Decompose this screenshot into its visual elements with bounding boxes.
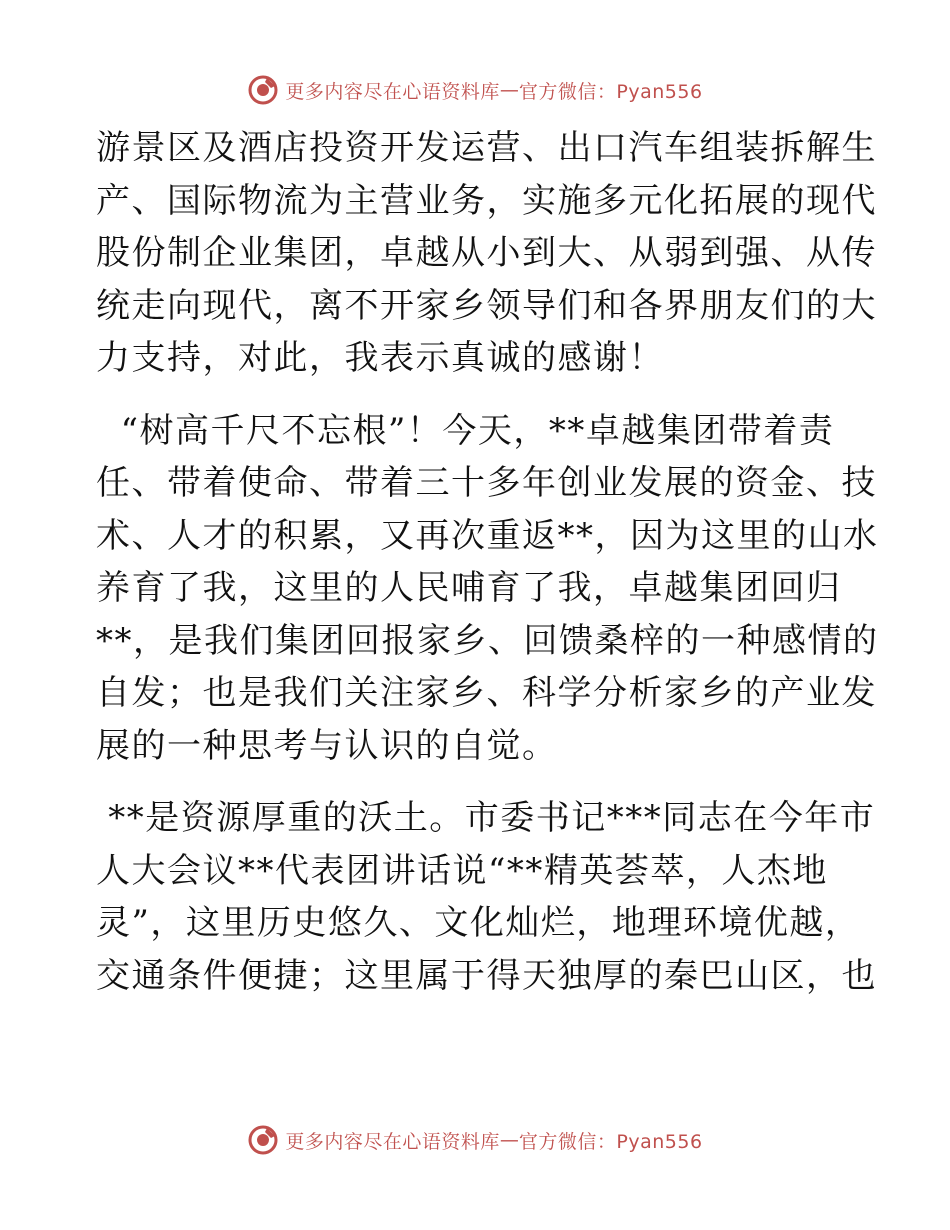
- text-line: 人大会议**代表团讲话说“**精英荟萃，人杰地: [96, 850, 828, 891]
- paragraph: [96, 405, 879, 773]
- text-line: 养育了我，这里的人民哺育了我，卓越集团回归: [96, 568, 842, 608]
- header-banner: [0, 72, 950, 108]
- footer-banner-separator: —: [499, 1129, 519, 1151]
- text-line: 统走向现代，离不开家乡领导们和各界朋友们的大: [96, 285, 877, 326]
- text-line: 任、带着使命、带着三十多年创业发展的资金、技: [96, 463, 877, 503]
- text-line: 自发；也是我们关注家乡、科学分析家乡的产业发: [96, 673, 877, 713]
- footer-banner: [0, 1122, 950, 1158]
- text-line: 术、人才的积累，又再次重返**，因为这里的山水: [96, 515, 879, 556]
- header-banner-text: 更多内容尽在心语资料库: [285, 80, 500, 103]
- brand-logo-icon: [247, 1124, 279, 1156]
- text-line: “树高千尺不忘根”！今天，**卓越集团带着责: [96, 410, 835, 451]
- footer-banner-contact: 官方微信：Pyan556: [518, 1130, 703, 1153]
- text-line: 交通条件便捷；这里属于得天独厚的秦巴山区，也: [96, 955, 877, 996]
- text-line: 股份制企业集团，卓越从小到大、从弱到强、从传: [96, 233, 877, 273]
- paragraph: [96, 122, 877, 385]
- document-body: [96, 122, 879, 1002]
- brand-logo-icon: [247, 74, 279, 106]
- text-line: 游景区及酒店投资开发运营、出口汽车组装拆解生: [96, 128, 877, 168]
- text-line: 展的一种思考与认识的自觉。: [96, 725, 558, 766]
- text-line: 力支持，对此，我表示真诚的感谢！: [96, 338, 664, 378]
- header-banner-separator: —: [499, 79, 519, 101]
- text-line: 灵”，这里历史悠久、文化灿烂，地理环境优越，: [96, 903, 861, 943]
- text-line: 产、国际物流为主营业务，实施多元化拓展的现代: [96, 180, 877, 221]
- paragraph: [96, 792, 877, 1002]
- header-banner-contact: 官方微信：Pyan556: [518, 80, 703, 103]
- paragraph-gap: [96, 772, 856, 792]
- paragraph-gap: [96, 385, 856, 405]
- footer-banner-text: 更多内容尽在心语资料库: [285, 1130, 500, 1153]
- text-line: **是资源厚重的沃土。市委书记***同志在今年市: [96, 798, 876, 838]
- text-line: **，是我们集团回报家乡、回馈桑梓的一种感情的: [96, 620, 879, 661]
